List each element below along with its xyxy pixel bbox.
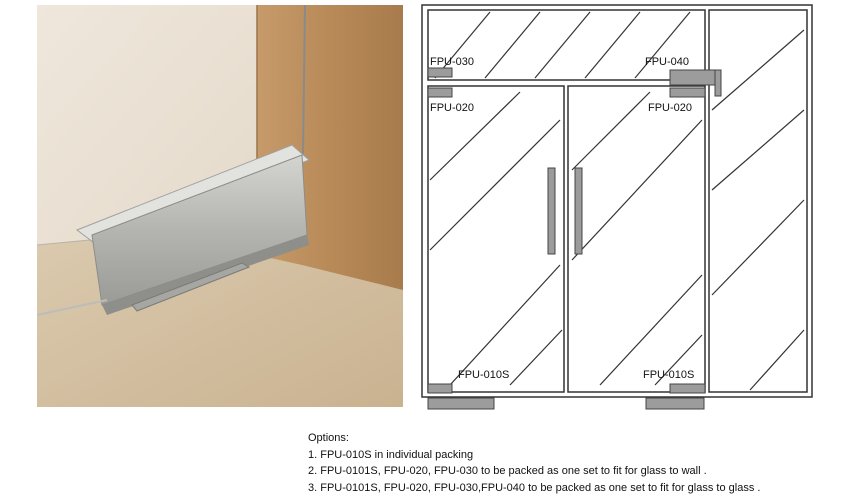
fitting-fpu-010s-left [428, 384, 452, 393]
label-fpu-040: FPU-040 [645, 56, 690, 68]
floor-plate-left [428, 398, 494, 409]
right-handle [575, 168, 582, 254]
fitting-fpu-010s-right [670, 384, 705, 393]
label-fpu-010s-right: FPU-010S [643, 369, 695, 381]
side-panel [709, 10, 807, 392]
left-door-panel [428, 86, 564, 392]
label-fpu-020-left: FPU-020 [430, 102, 475, 114]
fitting-fpu-020-right [670, 88, 705, 97]
options-title: Options: [308, 432, 349, 444]
transom-panel [428, 10, 705, 80]
option-item: 2. FPU-0101S, FPU-020, FPU-030 to be packed as one set to fit for glass to wall . [308, 465, 707, 477]
fitting-fpu-020-left [428, 88, 452, 97]
product-photo [37, 5, 403, 407]
outer-frame [422, 5, 812, 397]
fitting-fpu-040 [670, 70, 715, 85]
door-diagram [410, 0, 860, 420]
option-item: 1. FPU-010S in individual packing [308, 448, 474, 461]
label-fpu-030: FPU-030 [430, 56, 475, 68]
option-item: 3. FPU-0101S, FPU-020, FPU-030,FPU-040 to be packed as one set to fit for glass to glass . [308, 481, 761, 494]
glass-hatching [430, 12, 804, 390]
left-handle [548, 168, 555, 254]
label-fpu-010s-left: FPU-010S [458, 369, 510, 381]
label-fpu-020-right: FPU-020 [648, 102, 693, 114]
fitting-fpu-030 [428, 68, 452, 77]
options-section [308, 430, 848, 496]
floor-plate-right [646, 398, 704, 409]
